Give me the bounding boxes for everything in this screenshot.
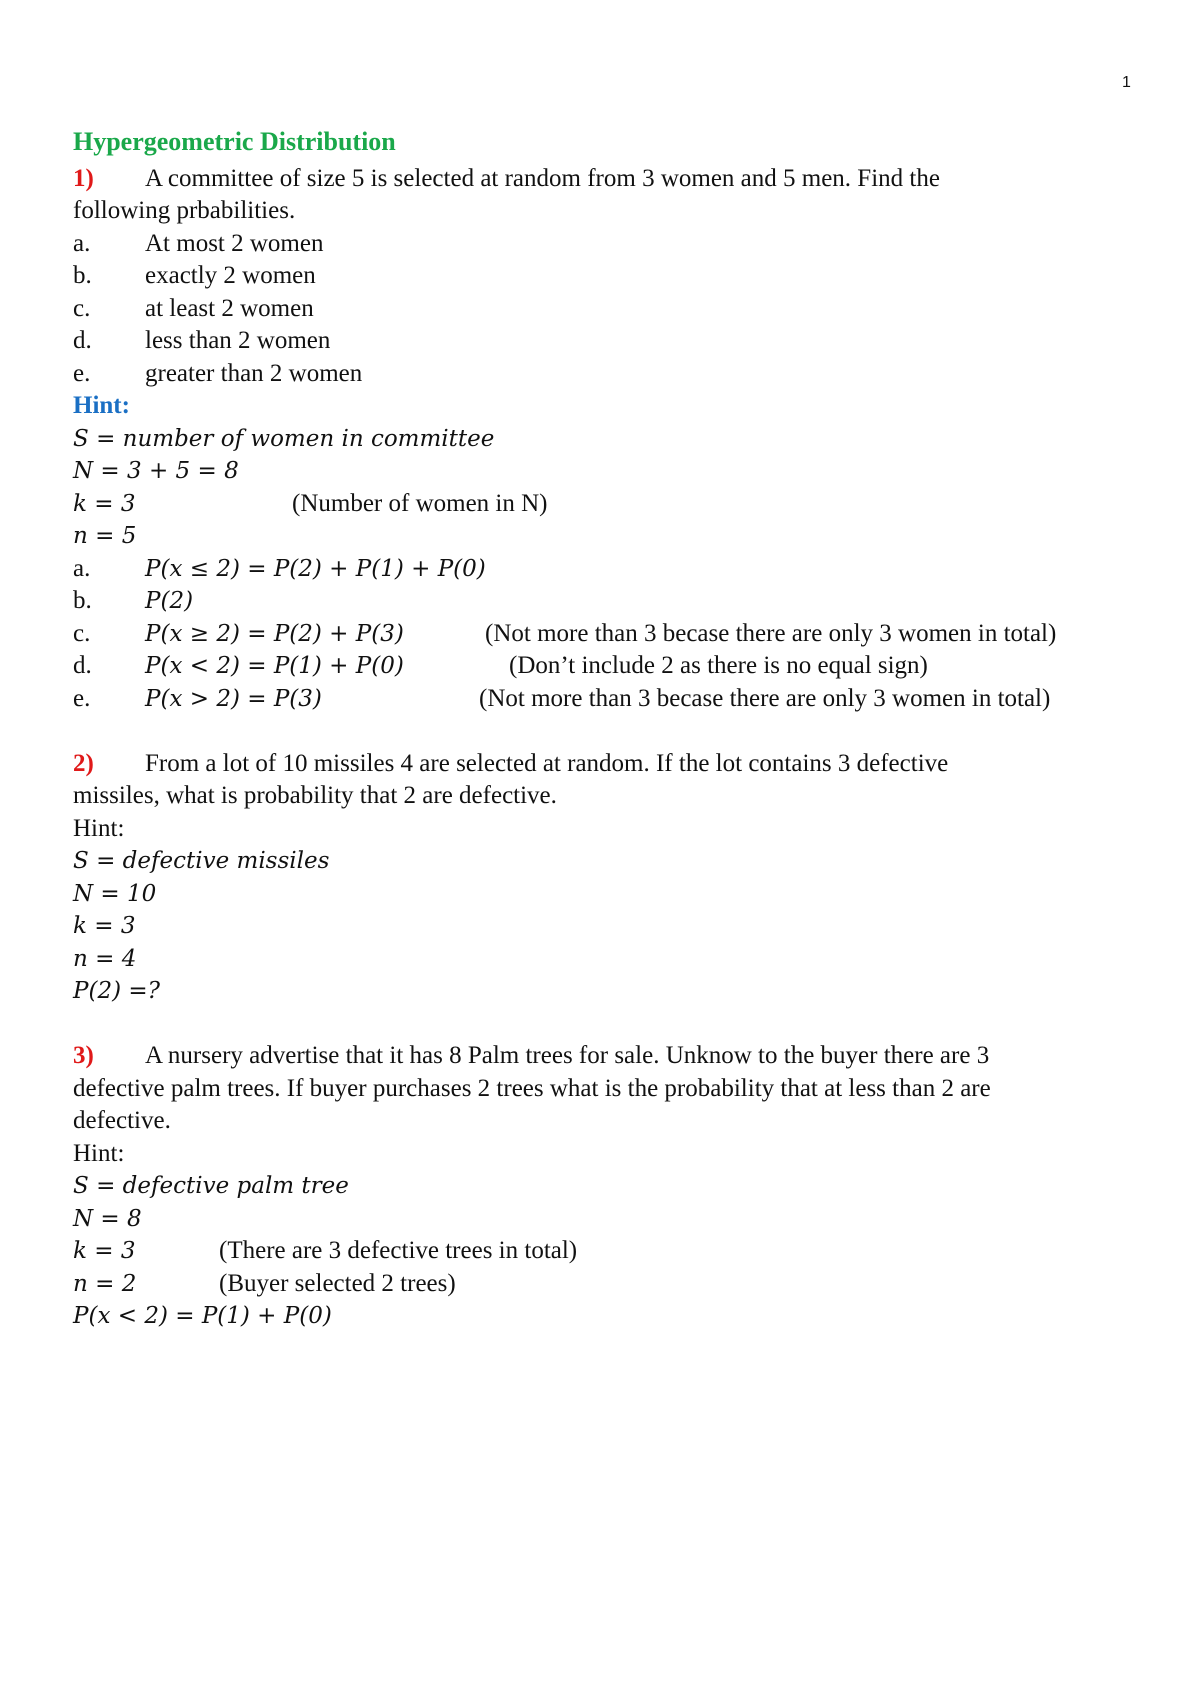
q3-hint-n-total: N = 8	[73, 1205, 142, 1232]
q3-number: 3)	[73, 1042, 94, 1069]
answer-label: a.	[73, 554, 91, 582]
q1-item-a	[73, 228, 1153, 261]
q2-hint-label: Hint:	[73, 814, 125, 842]
q1-item-d	[73, 325, 1153, 358]
answer-note: (Don’t include 2 as there is no equal sign)	[509, 652, 928, 679]
item-text: less than 2 women	[145, 327, 331, 354]
q1-hint-n-total: N = 3 + 5 = 8	[73, 458, 239, 484]
q2-hint-k: k = 3	[73, 913, 136, 939]
document-title: Hypergeometric Distribution	[73, 127, 396, 156]
q1-item-b	[73, 260, 1153, 293]
answer-label: b.	[73, 587, 92, 614]
q2-hint-probability: P(2) =?	[73, 978, 160, 1004]
q2-hint-s: S = defective missiles	[73, 848, 330, 874]
q2-hint-n-total: N = 10	[73, 880, 157, 907]
q1-hint-k: k = 3	[73, 490, 136, 517]
q1-answer-e	[73, 683, 1153, 716]
q1-number: 1)	[73, 164, 94, 192]
q3-hint-s: S = defective palm tree	[73, 1173, 349, 1199]
q3-hint-probability: P(x < 2) = P(1) + P(0)	[73, 1303, 332, 1329]
answer-label: e.	[73, 684, 91, 712]
q1-hint-s: S = number of women in committee	[73, 425, 495, 452]
q1-text-continued: following prbabilities.	[73, 197, 296, 224]
answer-expression: P(x > 2) = P(3)	[145, 685, 322, 712]
q1-answer-b	[73, 585, 1153, 618]
item-label: c.	[73, 294, 91, 322]
q2-text-continued: missiles, what is probability that 2 are defective.	[73, 782, 557, 809]
item-label: e.	[73, 359, 91, 387]
q1-item-c	[73, 293, 1153, 326]
q3-hint-label: Hint:	[73, 1139, 125, 1167]
item-text: At most 2 women	[145, 229, 324, 257]
item-text: at least 2 women	[145, 294, 314, 322]
q3-text-continued-2: defective.	[73, 1107, 171, 1134]
q1-answer-a	[73, 553, 1153, 586]
q1-hint-n-sample: n = 5	[73, 523, 137, 549]
answer-expression: P(x < 2) = P(1) + P(0)	[145, 653, 404, 679]
q3-statement-line1	[73, 1040, 1153, 1073]
q2-hint-n-sample: n = 4	[73, 945, 137, 972]
q3-text: A nursery advertise that it has 8 Palm trees for sale. Unknow to the buyer there are 3	[145, 1042, 990, 1069]
answer-note: (Not more than 3 becase there are only 3 women in total)	[485, 619, 1057, 647]
q2-text: From a lot of 10 missiles 4 are selected at random. If the lot contains 3 defective	[145, 749, 949, 777]
q3-text-continued: defective palm trees. If buyer purchases 2 trees what is the probability that at less than 2 are	[73, 1074, 991, 1102]
document-body	[73, 126, 1153, 1333]
q1-hint-label: Hint:	[73, 392, 130, 419]
answer-label: d.	[73, 652, 92, 679]
q3-k-note: (There are 3 defective trees in total)	[219, 1237, 578, 1264]
q3-hint-k: k = 3	[73, 1238, 136, 1264]
q2-number: 2)	[73, 749, 94, 777]
answer-expression: P(x ≥ 2) = P(2) + P(3)	[145, 620, 404, 647]
q3-hint-n-sample: n = 2	[73, 1270, 137, 1297]
q1-text: A committee of size 5 is selected at random from 3 women and 5 men. Find the	[145, 164, 940, 192]
answer-expression: P(x ≤ 2) = P(2) + P(1) + P(0)	[145, 555, 486, 582]
answer-expression: P(2)	[145, 588, 194, 614]
answer-label: c.	[73, 619, 91, 647]
q1-statement-line1	[73, 163, 1153, 196]
q1-answer-c	[73, 618, 1153, 651]
answer-note: (Not more than 3 becase there are only 3 women in total)	[479, 684, 1051, 712]
item-text: exactly 2 women	[145, 262, 316, 289]
item-text: greater than 2 women	[145, 359, 363, 387]
q1-k-note: (Number of women in N)	[292, 489, 548, 517]
q3-n-note: (Buyer selected 2 trees)	[219, 1269, 456, 1297]
item-label: d.	[73, 327, 92, 354]
q1-item-e	[73, 358, 1153, 391]
page-number: 1	[1122, 74, 1131, 91]
item-label: a.	[73, 229, 91, 257]
item-label: b.	[73, 262, 92, 289]
q2-statement-line1	[73, 748, 1153, 781]
q1-answer-d	[73, 650, 1153, 683]
